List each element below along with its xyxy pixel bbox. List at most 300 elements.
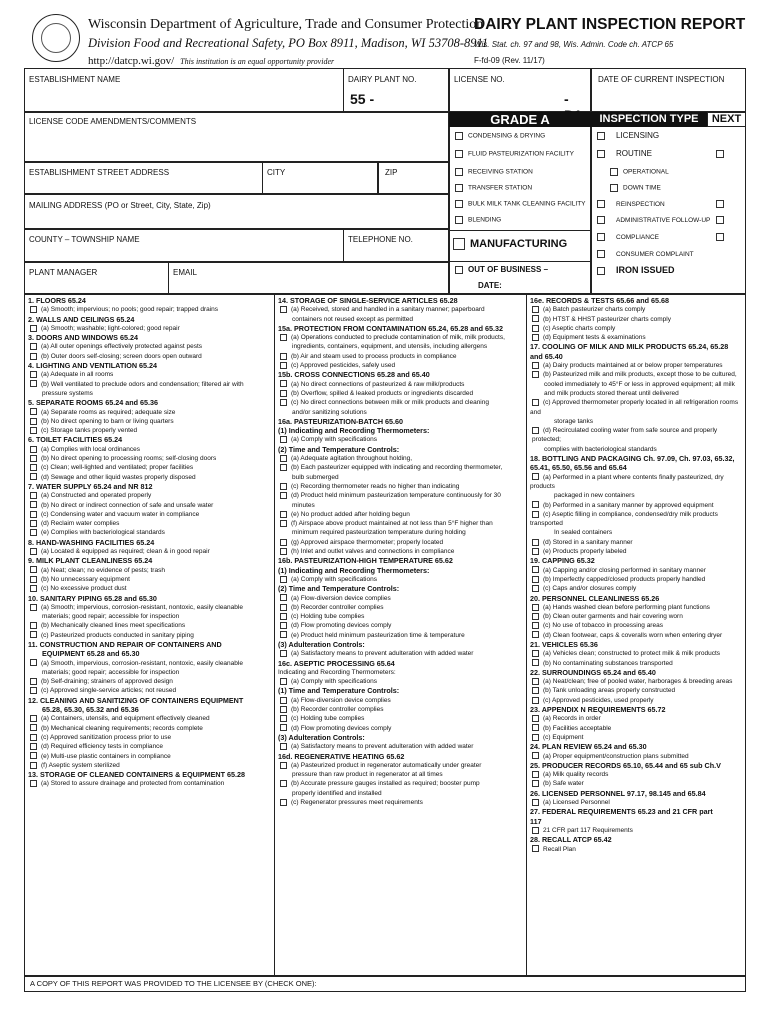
- type-iron-issued[interactable]: IRON ISSUED: [597, 265, 675, 275]
- checkbox[interactable]: [30, 511, 37, 518]
- checkbox[interactable]: [30, 325, 37, 332]
- checkbox[interactable]: [280, 399, 287, 406]
- grade-option-transfer[interactable]: TRANSFER STATION: [455, 184, 532, 192]
- type-routine[interactable]: ROUTINE: [597, 149, 652, 158]
- item-continuation: [278, 528, 524, 537]
- grade-option-bulk-tank[interactable]: BULK MILK TANK CLEANING FACILITY: [455, 200, 586, 208]
- checklist-item[interactable]: [28, 677, 272, 686]
- checkbox[interactable]: [532, 659, 539, 666]
- checklist-item[interactable]: [28, 528, 272, 537]
- checkbox[interactable]: [280, 650, 287, 657]
- checkbox[interactable]: [532, 334, 539, 341]
- checkbox[interactable]: [532, 315, 539, 322]
- email-label: EMAIL: [173, 268, 198, 277]
- checkbox[interactable]: [280, 604, 287, 611]
- checkbox[interactable]: [30, 529, 37, 536]
- checklist-item[interactable]: [28, 501, 272, 510]
- checkbox[interactable]: [532, 799, 539, 806]
- telephone-label: TELEPHONE NO.: [348, 235, 413, 244]
- checkbox[interactable]: [30, 306, 37, 313]
- checkbox[interactable]: [30, 604, 37, 611]
- checklist-item[interactable]: [278, 463, 524, 472]
- checkbox[interactable]: [532, 650, 539, 657]
- checkbox[interactable]: [532, 631, 539, 638]
- checklist-item[interactable]: [278, 510, 524, 519]
- checkbox[interactable]: [30, 501, 37, 508]
- mailing-address-field[interactable]: [24, 194, 449, 229]
- section-heading: [530, 594, 744, 603]
- checklist-item[interactable]: [278, 631, 524, 640]
- checkbox[interactable]: [280, 594, 287, 601]
- checklist-item[interactable]: [28, 352, 272, 361]
- checkbox[interactable]: [30, 576, 37, 583]
- checkbox[interactable]: [597, 216, 605, 224]
- checkbox[interactable]: [455, 168, 463, 176]
- checkbox[interactable]: [597, 150, 605, 158]
- grade-option-condensing[interactable]: CONDENSING & DRYING: [455, 132, 545, 140]
- checkbox[interactable]: [455, 200, 463, 208]
- checklist-item[interactable]: [28, 742, 272, 751]
- checkbox[interactable]: [532, 306, 539, 313]
- checklist-item[interactable]: [530, 677, 744, 686]
- item-label: 17. COOLING OF MILK AND MILK PRODUCTS 65.24, 65.28: [530, 342, 729, 352]
- section-heading: [530, 789, 744, 798]
- checkbox[interactable]: [280, 613, 287, 620]
- item-label: (b) No direct opening to processing rooms; self-closing doors: [41, 455, 217, 463]
- checklist-item[interactable]: [28, 761, 272, 770]
- item-label: (d) Clean footwear, caps & coveralls worn when entering dryer: [543, 631, 723, 639]
- checkbox[interactable]: [30, 446, 37, 453]
- checklist-item[interactable]: [28, 733, 272, 742]
- checkbox[interactable]: [280, 492, 287, 499]
- city-field[interactable]: [262, 162, 378, 194]
- checklist-item[interactable]: [28, 686, 272, 695]
- checkbox[interactable]: [280, 464, 287, 471]
- checkbox[interactable]: [597, 132, 605, 140]
- checklist-item[interactable]: [530, 779, 744, 788]
- checkbox[interactable]: [30, 724, 37, 731]
- checklist-item[interactable]: [28, 547, 272, 556]
- checkbox[interactable]: [532, 548, 539, 555]
- checkbox[interactable]: [532, 501, 539, 508]
- item-label: (b) Facilities acceptable: [543, 724, 612, 732]
- checkbox[interactable]: [280, 799, 287, 806]
- checkbox[interactable]: [280, 436, 287, 443]
- checkbox[interactable]: [30, 687, 37, 694]
- checklist-item[interactable]: [278, 454, 524, 463]
- next-reinspection-checkbox[interactable]: [716, 200, 724, 208]
- checklist-item[interactable]: [278, 677, 524, 686]
- agency-url[interactable]: http://datcp.wi.gov/: [88, 55, 175, 67]
- checklist-item[interactable]: [278, 305, 524, 314]
- item-label: (c) Holding tube complies: [291, 715, 365, 723]
- code-amendments-label: LICENSE CODE AMENDMENTS/COMMENTS: [29, 117, 197, 126]
- checkbox[interactable]: [532, 752, 539, 759]
- checkbox[interactable]: [532, 539, 539, 546]
- checkbox[interactable]: [280, 576, 287, 583]
- checklist-item[interactable]: [28, 454, 272, 463]
- checklist-item[interactable]: [530, 659, 744, 668]
- checklist-item[interactable]: [28, 473, 272, 482]
- checklist-item[interactable]: [28, 426, 272, 435]
- next-routine-checkbox[interactable]: [716, 150, 724, 158]
- checkbox[interactable]: [280, 762, 287, 769]
- checklist-item[interactable]: [28, 631, 272, 640]
- checklist-item[interactable]: [28, 584, 272, 593]
- checklist-item[interactable]: [530, 333, 744, 342]
- division-address: Division Food and Recreational Safety, PO Box 8911, Madison, WI 53708-8911: [88, 36, 489, 50]
- checklist-item[interactable]: [28, 380, 272, 389]
- checkbox[interactable]: [532, 566, 539, 573]
- checklist-item[interactable]: [530, 370, 744, 379]
- checklist-item[interactable]: [530, 566, 744, 575]
- item-label: materials; good repair; accessible for inspection: [42, 668, 180, 676]
- checklist-item[interactable]: [278, 380, 524, 389]
- checklist-item[interactable]: [28, 342, 272, 351]
- checklist-item[interactable]: [28, 714, 272, 723]
- checkbox[interactable]: [280, 483, 287, 490]
- checkbox[interactable]: [532, 771, 539, 778]
- checklist-item[interactable]: [28, 621, 272, 630]
- checklist-item[interactable]: [278, 333, 524, 342]
- checklist-item[interactable]: [530, 724, 744, 733]
- checklist-item[interactable]: [278, 603, 524, 612]
- checklist-item[interactable]: [530, 305, 744, 314]
- type-admin-follow-up[interactable]: ADMINISTRATIVE FOLLOW-UP: [597, 216, 710, 224]
- checkbox[interactable]: [532, 604, 539, 611]
- item-label: (a) Smooth, impervious, corrosion-resistant, nontoxic, easily cleanable: [41, 659, 243, 667]
- item-label: (a) No direct connections of pasteurized & raw milk/products: [291, 380, 465, 388]
- item-label: 16a. PASTEURIZATION-BATCH 65.60: [278, 416, 404, 426]
- checklist-item[interactable]: [278, 696, 524, 705]
- item-label: (d) Reclaim water complies: [41, 520, 120, 528]
- checkbox[interactable]: [280, 380, 287, 387]
- checkbox[interactable]: [532, 576, 539, 583]
- item-label: (a) Vehicles clean; constructed to protect milk & milk products: [543, 650, 721, 658]
- checkbox[interactable]: [280, 622, 287, 629]
- checkbox[interactable]: [280, 743, 287, 750]
- checkbox[interactable]: [532, 715, 539, 722]
- checkbox[interactable]: [280, 780, 287, 787]
- item-label: (a) Batch pasteurizer charts comply: [543, 306, 646, 314]
- next-compliance-checkbox[interactable]: [716, 233, 724, 241]
- type-compliance[interactable]: COMPLIANCE: [597, 233, 659, 241]
- item-continuation: [28, 389, 272, 398]
- checklist-item[interactable]: [278, 575, 524, 584]
- checklist-item[interactable]: [278, 491, 524, 500]
- checklist-item[interactable]: [530, 826, 744, 835]
- checklist-item[interactable]: [530, 426, 744, 445]
- checklist-item[interactable]: [530, 501, 744, 510]
- checklist-item[interactable]: [278, 519, 524, 528]
- checklist-item[interactable]: [530, 547, 744, 556]
- checklist-item[interactable]: [278, 482, 524, 491]
- email-field[interactable]: [168, 262, 449, 294]
- checklist-item[interactable]: [278, 798, 524, 807]
- checkbox[interactable]: [455, 184, 463, 192]
- dairy-plant-no-field[interactable]: [343, 68, 449, 112]
- section-heading: [530, 296, 744, 305]
- section-heading: [278, 296, 524, 305]
- checklist-item[interactable]: [530, 770, 744, 779]
- checkbox[interactable]: [532, 325, 539, 332]
- checkbox[interactable]: [280, 548, 287, 555]
- checklist-item[interactable]: [530, 798, 744, 807]
- checkbox[interactable]: [455, 132, 463, 140]
- checkbox[interactable]: [280, 390, 287, 397]
- checkbox[interactable]: [30, 492, 37, 499]
- section-heading: [28, 296, 272, 305]
- checklist-item[interactable]: [28, 417, 272, 426]
- checkbox[interactable]: [30, 353, 37, 360]
- inspection-date-label: DATE OF CURRENT INSPECTION: [598, 75, 725, 84]
- grade-option-receiving[interactable]: RECEIVING STATION: [455, 168, 533, 176]
- checklist-item[interactable]: [28, 519, 272, 528]
- checklist-item[interactable]: [28, 491, 272, 500]
- telephone-field[interactable]: [343, 229, 449, 262]
- checklist-item[interactable]: [28, 305, 272, 314]
- checkbox[interactable]: [280, 455, 287, 462]
- checklist-item[interactable]: [28, 370, 272, 379]
- checkbox[interactable]: [610, 168, 618, 176]
- checklist-item[interactable]: [28, 408, 272, 417]
- checkbox[interactable]: [532, 511, 539, 518]
- checklist-item[interactable]: [530, 752, 744, 761]
- checklist-item[interactable]: [278, 649, 524, 658]
- checklist-item[interactable]: [278, 594, 524, 603]
- item-label: (d) Recirculated cooling water from safe source and properly protected;: [532, 427, 718, 444]
- checkbox[interactable]: [280, 362, 287, 369]
- checkbox[interactable]: [532, 399, 539, 406]
- item-label: (a) Smooth; washable; light-colored; good repair: [41, 324, 180, 332]
- item-continuation: [28, 612, 272, 621]
- checklist-item[interactable]: [28, 510, 272, 519]
- checkbox[interactable]: [532, 622, 539, 629]
- checklist-item[interactable]: [278, 612, 524, 621]
- checklist-item[interactable]: [278, 714, 524, 723]
- checkbox[interactable]: [280, 715, 287, 722]
- checklist-item[interactable]: [530, 612, 744, 621]
- checklist-item[interactable]: [28, 463, 272, 472]
- checkbox[interactable]: [532, 724, 539, 731]
- item-label: minutes: [292, 501, 315, 509]
- checkbox[interactable]: [280, 520, 287, 527]
- checkbox[interactable]: [30, 455, 37, 462]
- checkbox[interactable]: [30, 678, 37, 685]
- checkbox[interactable]: [532, 473, 539, 480]
- checkbox[interactable]: [597, 200, 605, 208]
- checklist-item[interactable]: [530, 733, 744, 742]
- item-label: (b) HTST & HHST pasteurizer charts comply: [543, 315, 671, 323]
- checklist-item[interactable]: [530, 473, 744, 482]
- type-reinspection[interactable]: REINSPECTION: [597, 200, 665, 208]
- type-down-time[interactable]: DOWN TIME: [610, 184, 661, 192]
- type-consumer-complaint[interactable]: CONSUMER COMPLAINT: [597, 250, 694, 258]
- checkbox[interactable]: [30, 715, 37, 722]
- item-label: packaged in new containers: [554, 492, 635, 500]
- checkbox[interactable]: [532, 362, 539, 369]
- item-label: (c) Approved pesticides, safely used: [291, 362, 396, 370]
- checklist-item[interactable]: [28, 575, 272, 584]
- item-label: (b) Mechanically cleaned lines meet specifications: [41, 622, 186, 630]
- checkbox[interactable]: [532, 734, 539, 741]
- checklist-item[interactable]: [28, 566, 272, 575]
- checkbox[interactable]: [597, 250, 605, 258]
- type-licensing[interactable]: LICENSING: [597, 131, 659, 140]
- checklist-item[interactable]: [278, 724, 524, 733]
- checklist-item[interactable]: [530, 398, 744, 407]
- checklist-item[interactable]: [278, 352, 524, 361]
- checklist-item[interactable]: [530, 714, 744, 723]
- checkbox[interactable]: [280, 697, 287, 704]
- item-label: (c) Approved thermometer properly located in all refrigeration rooms: [543, 399, 739, 407]
- checklist-item[interactable]: [530, 538, 744, 547]
- checklist-item[interactable]: [530, 510, 744, 519]
- checklist-item[interactable]: [28, 603, 272, 612]
- checklist-item[interactable]: [278, 621, 524, 630]
- checkbox[interactable]: [532, 678, 539, 685]
- checklist-item[interactable]: [530, 584, 744, 593]
- item-label: (b) Self-draining; strainers of approved design: [41, 678, 173, 686]
- checkbox[interactable]: [30, 418, 37, 425]
- checklist-item[interactable]: [278, 761, 524, 770]
- checkbox[interactable]: [30, 427, 37, 434]
- checkbox[interactable]: [30, 743, 37, 750]
- grade-option-blending[interactable]: BLENDING: [455, 216, 501, 224]
- checklist-item[interactable]: [278, 435, 524, 444]
- checkbox[interactable]: [280, 353, 287, 360]
- checkbox[interactable]: [455, 216, 463, 224]
- checkbox[interactable]: [280, 706, 287, 713]
- zip-field[interactable]: [378, 162, 449, 194]
- checkbox[interactable]: [280, 678, 287, 685]
- checkbox[interactable]: [455, 150, 463, 158]
- checklist-item[interactable]: [530, 361, 744, 370]
- checklist-item[interactable]: [28, 445, 272, 454]
- section-heading: [28, 398, 272, 407]
- checkbox[interactable]: [280, 539, 287, 546]
- checkbox[interactable]: [532, 827, 539, 834]
- checkbox[interactable]: [30, 408, 37, 415]
- checkbox[interactable]: [30, 631, 37, 638]
- checklist-item[interactable]: [530, 686, 744, 695]
- checklist-item[interactable]: [530, 621, 744, 630]
- checklist-item[interactable]: [530, 603, 744, 612]
- checkbox[interactable]: [610, 184, 618, 192]
- item-label: pressure systems: [42, 389, 93, 397]
- item-label: 16c. ASEPTIC PROCESSING 65.64: [278, 658, 395, 668]
- out-of-business-option[interactable]: OUT OF BUSINESS –: [455, 265, 548, 274]
- checkbox[interactable]: [532, 613, 539, 620]
- checkbox[interactable]: [30, 585, 37, 592]
- checklist-item[interactable]: [278, 538, 524, 547]
- item-label: (f) Airspace above product maintained at not less than 5°F higher than: [291, 520, 493, 528]
- checklist-item[interactable]: [530, 631, 744, 640]
- item-label: (a) Constructed and operated properly: [41, 492, 152, 500]
- next-admin-checkbox[interactable]: [716, 216, 724, 224]
- checkbox[interactable]: [532, 371, 539, 378]
- checkbox[interactable]: [30, 780, 37, 787]
- checkbox[interactable]: [30, 473, 37, 480]
- dairy-plant-no-label: DAIRY PLANT NO.: [348, 75, 417, 84]
- checkbox[interactable]: [30, 464, 37, 471]
- checklist-item[interactable]: [278, 779, 524, 788]
- checkbox[interactable]: [30, 752, 37, 759]
- item-label: bulb submerged: [292, 473, 339, 481]
- checkbox[interactable]: [30, 343, 37, 350]
- checkbox[interactable]: [280, 724, 287, 731]
- checklist-item[interactable]: [278, 398, 524, 407]
- checkbox[interactable]: [30, 548, 37, 555]
- checkbox[interactable]: [453, 238, 465, 250]
- checkbox[interactable]: [597, 233, 605, 241]
- checklist-item[interactable]: [278, 361, 524, 370]
- checkbox[interactable]: [30, 762, 37, 769]
- checkbox[interactable]: [30, 622, 37, 629]
- checkbox[interactable]: [455, 266, 463, 274]
- checklist-item[interactable]: [278, 705, 524, 714]
- checkbox[interactable]: [280, 334, 287, 341]
- manufacturing-option[interactable]: MANUFACTURING: [453, 238, 567, 250]
- item-label: cooled immediately to 45°F or less in approved equipment; all milk: [544, 380, 735, 388]
- checkbox[interactable]: [597, 267, 605, 275]
- item-label: (a) Hands washed clean before performing plant functions: [543, 603, 710, 611]
- checkbox[interactable]: [532, 687, 539, 694]
- item-label: (c) Clean; well-lighted and ventilated; proper facilities: [41, 464, 194, 472]
- checklist-item[interactable]: [278, 742, 524, 751]
- checklist-item[interactable]: [530, 575, 744, 584]
- section-heading: [530, 342, 744, 351]
- checklist-item[interactable]: [530, 845, 744, 854]
- checkbox[interactable]: [532, 697, 539, 704]
- checkbox[interactable]: [532, 845, 539, 852]
- section-heading: [530, 835, 744, 844]
- item-continuation: [278, 789, 524, 798]
- item-label: (1) Time and Temperature Controls:: [278, 686, 400, 696]
- item-label: 25. PRODUCER RECORDS 65.10, 65.44 and 65 sub Ch.V: [530, 760, 721, 770]
- checkbox[interactable]: [532, 427, 539, 434]
- type-operational[interactable]: OPERATIONAL: [610, 168, 669, 176]
- item-label: 18. BOTTLING AND PACKAGING Ch. 97.09, Ch. 97.03, 65.32,: [530, 454, 735, 464]
- code-amendments-field[interactable]: [24, 112, 449, 162]
- checklist-item[interactable]: [28, 779, 272, 788]
- checkbox[interactable]: [30, 380, 37, 387]
- checklist-item[interactable]: [28, 659, 272, 668]
- checkbox[interactable]: [30, 520, 37, 527]
- checkbox[interactable]: [532, 585, 539, 592]
- checklist-item[interactable]: [530, 696, 744, 705]
- checklist-item[interactable]: [278, 547, 524, 556]
- checkbox[interactable]: [30, 734, 37, 741]
- checkbox[interactable]: [30, 371, 37, 378]
- grade-option-fluid[interactable]: FLUID PASTEURIZATION FACILITY: [455, 150, 574, 158]
- checklist-item[interactable]: [530, 315, 744, 324]
- checkbox[interactable]: [280, 511, 287, 518]
- inspection-date-field[interactable]: [591, 68, 746, 112]
- checkbox[interactable]: [280, 631, 287, 638]
- checklist-item[interactable]: [28, 324, 272, 333]
- checkbox[interactable]: [280, 306, 287, 313]
- checkbox[interactable]: [30, 566, 37, 573]
- checklist-item[interactable]: [28, 752, 272, 761]
- checklist-item[interactable]: [530, 649, 744, 658]
- checkbox[interactable]: [30, 659, 37, 666]
- checklist-item[interactable]: [278, 389, 524, 398]
- checklist-item[interactable]: [28, 724, 272, 733]
- checklist-item[interactable]: [530, 324, 744, 333]
- license-no-field[interactable]: [449, 68, 591, 112]
- checkbox[interactable]: [532, 780, 539, 787]
